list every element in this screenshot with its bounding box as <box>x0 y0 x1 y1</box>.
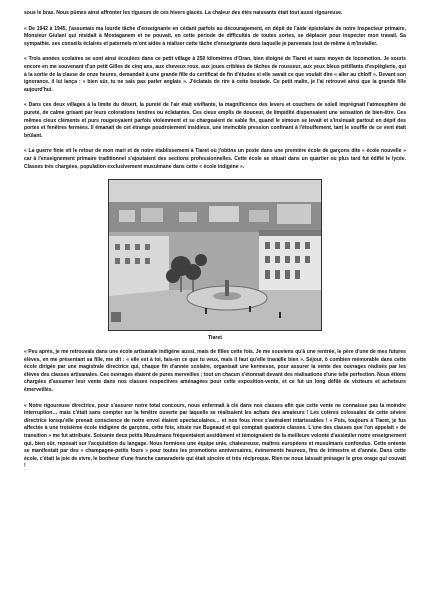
photo-caption: Tiaret <box>207 335 223 342</box>
document-page <box>24 10 406 479</box>
paragraph-trois-annees: « Trois années scolaires se sont ainsi écoulées dans ce petit village à 250 kilomètres d'Oran, bien éloigné de Tiaret et sans moyen de locomotion. Je souris encore en me souvenant d'un petit Gilles de cinq ans, aux cheveux roux, aux joues criblées de tâches de rousseur, aux yeux bleus pétillants d'espièglerie, qui à la sortie de la classe de onze heures, demandait à une grande fille du certificat de fin d'études si elle savait ce que voulait dire « aller au chloff ». Devant son ignorance, il lui lança : « bien sûr, tu ne sais pas parler anglais ». J'éclatais de rire à cette boutade. Ce petit malin, je l'ai retrouvé ainsi que la grande fille aujourd'hui. <box>24 56 406 93</box>
tiaret-photo <box>108 179 322 331</box>
paragraph-directrice: « Notre rigoureuse directrice, pour s'assurer notre total concours, nous enfermait à clé dans nos classes afin que cette vente ne connaisse pas la moindre interruption… mais c'était sans compter sur la fenêtre ouverte par laquelle se réalisaient les achats des amateurs ! Les colères colossales de cette sévère directrice lorsqu'elle prenait conscience de notre envol étaient spectaculaires… et nos fous rires s'avéraient intarissables ! « Puis, toujours à Tiaret, je fus affectée à une troisième école indigène de garçons, cette fois, située rue Bugeaud et qui comptait quatorze classes. L'une des classes que l'on appelait « de transition » me fut attribuée. Soixante deux petits Musulmans fréquentaient assidûment et témoignaient de la meilleure volonté d'assimiler notre enseignement qui, bien sûr, reposait sur l'acquisition du langage. Nous formions une équipe unie, chaleureuse, maîtres européens et musulmans confondus. Cette entente se manifestait par des « champagne-petits fours » pour toutes les promotions anniversaires, événements heureux, fins de trimestre et d'année. Dans cette école, c'était la joie de vivre, le bonheur d'une franche camaraderie qui était sincère et très réciproque. Rien ne nous laissait présager le gros orage qui couvait ! <box>24 402 406 470</box>
paragraph-guerre: « La guerre finie vit le retour de mon mari et de notre établissement à Tiaret où j'obtins un poste dans une première école de garçons dite « école nouvelle » car à l'enseignement primaire traditionnel s'ajoutaient des sections professionnelles. Cette école se situait dans un quartier où plus tard fut édifié le lycée. Classes très chargées, population exclusivement musulmane dans cette « école indigène ». <box>24 148 406 170</box>
paragraph-1942: « De 1942 à 1945, j'assumais ma lourde tâche d'enseignante en cédant parfois au découragement, en dépit de l'aide épistolaire de notre Inspecteur primaire, Monsieur Giulani qui résidait à Mostaganem et ne pouvait, en cette période de difficultés de toutes sortes, se déplacer pour inspecter mon travail. Sa sympathie, ses conseils éclairés et paternels m'ont aidée à réaliser cette tâche d'enseignante dans laquelle je parvenais tout de même à m'installer. <box>24 25 406 47</box>
paragraph-intro: sous le bras. Nous pûmes ainsi affronter les rigueurs de ces hivers glacés. La chaleur des étés naissants était tout aussi rigoureuse. <box>24 10 343 16</box>
paragraph-ecole-artisanale: « Peu après, je me retrouvais dans une école artisanale indigène aussi, mais de filles cette fois. Je me souviens qu'à une rentrée, le père d'une de mes futures élèves, en me présentant sa fille, me dit : « elle est à toi, fais-en ce que tu veux, mais il faut qu'elle travaille bien ». Séjour, ô combien mémorable dans cette école dirigée par une magistrale directrice qui, chaque fin d'année scolaire, organisait une kermesse, pour assurer la vente des ouvrages réalisés par les élèves des classes artisanales. Ces ouvrages étaient de pures merveilles ; tout un chacun s'étonnait devant des réalisations d'une telle perfection. Nous étions chargées d'assumer leur vente dans nos classes respectives aménagées pour cette exposition-vente, et ce fut un long défilé de visiteurs et acheteurs émerveillés. <box>24 349 406 394</box>
paragraph-villages: « Dans ces deux villages à la limite du désert, la pureté de l'air était vivifiante, la magnificence des levers et couchers de soleil imprégnait l'atmosphère de pureté, de calme grisant par leurs colorations tendres ou éclatantes. Ces cieux emplis de douceur, de limpidité dispensaient une sensation de bien-être. Ces mêmes cieux cléments et purs rougeoyaient parfois violemment et se chargeaient de sable fin, quand le simoun se levait et s'insinuait partout en dépit des portes et fenêtres fermées. Il émanait de cet étrange poudroiement insidieux, une invincible pression confinant à l'étouffement, tant le souffle de ce vent était brûlant. <box>24 102 406 139</box>
